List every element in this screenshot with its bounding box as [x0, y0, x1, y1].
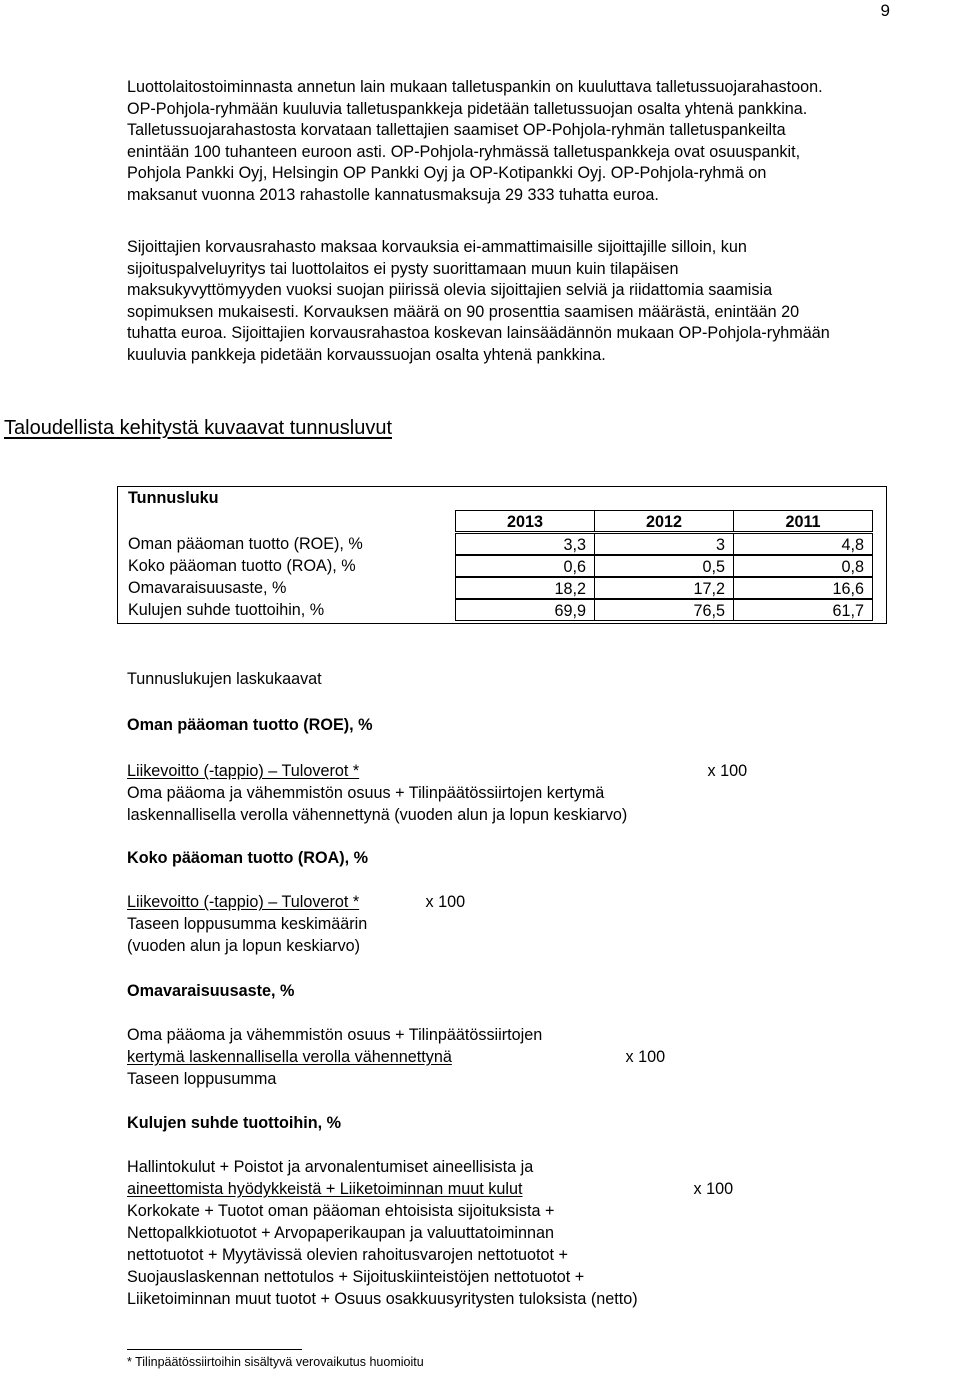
table-row	[118, 555, 886, 577]
paragraph-line: Pohjola Pankki Oyj, Helsingin OP Pankki Oyj ja OP-Kotipankki Oyj. OP-Pohjola-ryhmä on	[127, 164, 767, 183]
table-cell: 18,2	[455, 577, 595, 599]
paragraph-line: Talletussuojarahastosta korvataan tallettajien saamiset OP-Pohjola-ryhmän talletuspankeilta	[127, 121, 786, 140]
equity-ratio-denominator	[127, 1068, 276, 1090]
year-header: 2013	[455, 510, 595, 532]
denominator-line: Korkokate + Tuotot oman pääoman ehtoisista sijoituksista +	[127, 1202, 555, 1220]
denominator-line: Liiketoiminnan muut tuotot + Osuus osakkuusyritysten tuloksista (netto)	[127, 1290, 638, 1308]
table-cell: 0,5	[594, 555, 734, 577]
equity-ratio-numerator-line2	[127, 1046, 665, 1068]
page-number: 9	[880, 1, 890, 20]
denominator-line: Suojauslaskennan nettotulos + Sijoituskiinteistöjen nettotuotot +	[127, 1268, 585, 1286]
denominator-line: Taseen loppusumma keskimäärin	[127, 915, 368, 933]
cost-income-title: Kulujen suhde tuottoihin, %	[127, 1114, 342, 1132]
deposit-guarantee-paragraph	[127, 77, 957, 207]
denominator-line: Taseen loppusumma	[127, 1070, 277, 1088]
denominator-line: laskennallisella verolla vähennettynä (vuoden alun ja lopun keskiarvo)	[127, 806, 628, 824]
table-caption: Tunnusluku	[128, 489, 219, 507]
paragraph-line: sopimuksen mukaisesti. Korvauksen määrä on 90 prosenttia saamisen määrästä, enintään 20	[127, 302, 800, 321]
roa-numerator: Liikevoitto (-tappio) – Tuloverot *	[127, 893, 360, 911]
equity-ratio-numerator-line1: Oma pääoma ja vähemmistön osuus + Tilinpäätössiirtojen	[127, 1026, 543, 1044]
roe-multiplier: x 100	[707, 762, 748, 780]
investor-compensation-paragraph	[127, 237, 957, 367]
denominator-line: Nettopalkkiotuotot + Arvopaperikaupan ja valuuttatoiminnan	[127, 1224, 554, 1242]
paragraph-line: Sijoittajien korvausrahasto maksaa korvauksia ei-ammattimaisille sijoittajille silloin, kun	[127, 238, 747, 256]
footnote: * Tilinpäätössiirtoihin sisältyvä verovaikutus huomioitu	[127, 1355, 424, 1369]
table-cell: 69,9	[455, 599, 595, 621]
roe-numerator-line	[127, 760, 747, 782]
table-cell: 0,6	[455, 555, 595, 577]
cost-income-numerator-line2	[127, 1178, 733, 1200]
table-cell: 4,8	[733, 533, 873, 555]
roa-title: Koko pääoman tuotto (ROA), %	[127, 849, 369, 867]
paragraph-line: maksukyvyttömyyden vuoksi suojan piirissä olevia sijoittajien selviä ja riidattomia saamisia	[127, 281, 773, 300]
formulas-title: Tunnuslukujen laskukaavat	[127, 670, 322, 688]
table-row	[118, 577, 886, 599]
row-label: Kulujen suhde tuottoihin, %	[128, 601, 325, 619]
cost-income-denominator	[127, 1200, 638, 1310]
table-cell: 76,5	[594, 599, 734, 621]
denominator-line: nettotuotot + Myytävissä olevien rahoitusvarojen nettotuotot +	[127, 1246, 568, 1264]
roa-multiplier: x 100	[425, 893, 466, 911]
year-header: 2012	[594, 510, 734, 532]
section-title: Taloudellista kehitystä kuvaavat tunnusluvut	[4, 417, 393, 439]
roa-denominator	[127, 913, 367, 957]
cost-income-numerator: aineettomista hyödykkeistä + Liiketoiminnan muut kulut	[127, 1180, 523, 1198]
paragraph-line: OP-Pohjola-ryhmään kuuluvia talletuspankkeja pidetään talletussuojan osalta yhtenä pankkina.	[127, 99, 808, 118]
row-label: Omavaraisuusaste, %	[128, 579, 287, 597]
paragraph-line: tuhatta euroa. Sijoittajien korvausrahastoa koskevan lainsäädännön mukaan OP-Pohjola-ryhmään	[127, 324, 830, 343]
paragraph-line: kuuluvia pankkeja pidetään korvaussuojan osalta yhtenä pankkina.	[127, 345, 606, 364]
table-cell: 3,3	[455, 533, 595, 555]
cost-income-numerator-line1: Hallintokulut + Poistot ja arvonalentumiset aineellisista ja	[127, 1158, 534, 1176]
roa-numerator-line	[127, 891, 465, 913]
table-cell: 16,6	[733, 577, 873, 599]
roe-denominator	[127, 782, 627, 826]
table-row	[118, 533, 886, 555]
footnote-divider	[127, 1349, 302, 1350]
paragraph-line: sijoituspalveluyritys tai luottolaitos ei pysty suorittamaan muun kuin tilapäisen	[127, 259, 679, 278]
year-header: 2011	[733, 510, 873, 532]
equity-ratio-title: Omavaraisuusaste, %	[127, 982, 295, 1000]
paragraph-line: enintään 100 tuhanteen euroon asti. OP-Pohjola-ryhmässä talletuspankkeja ovat osuuspankit,	[127, 142, 801, 161]
row-label: Oman pääoman tuotto (ROE), %	[128, 535, 363, 553]
table-cell: 0,8	[733, 555, 873, 577]
table-cell: 61,7	[733, 599, 873, 621]
paragraph-line: maksanut vuonna 2013 rahastolle kannatusmaksuja 29 333 tuhatta euroa.	[127, 185, 659, 204]
table-row	[118, 599, 886, 621]
paragraph-line: Luottolaitostoiminnasta annetun lain mukaan talletuspankin on kuuluttava talletussuojarahastoon.	[127, 78, 823, 96]
denominator-line: (vuoden alun ja lopun keskiarvo)	[127, 937, 361, 955]
roe-title: Oman pääoman tuotto (ROE), %	[127, 716, 373, 734]
key-figures-table	[117, 486, 887, 624]
roe-numerator: Liikevoitto (-tappio) – Tuloverot *	[127, 762, 360, 780]
equity-ratio-numerator: kertymä laskennallisella verolla vähennettynä	[127, 1048, 452, 1066]
cost-income-multiplier: x 100	[693, 1180, 734, 1198]
table-cell: 3	[594, 533, 734, 555]
denominator-line: Oma pääoma ja vähemmistön osuus + Tilinpäätössiirtojen kertymä	[127, 784, 605, 802]
equity-ratio-multiplier: x 100	[625, 1048, 666, 1066]
table-header-row	[118, 510, 886, 532]
table-cell: 17,2	[594, 577, 734, 599]
row-label: Koko pääoman tuotto (ROA), %	[128, 557, 356, 575]
